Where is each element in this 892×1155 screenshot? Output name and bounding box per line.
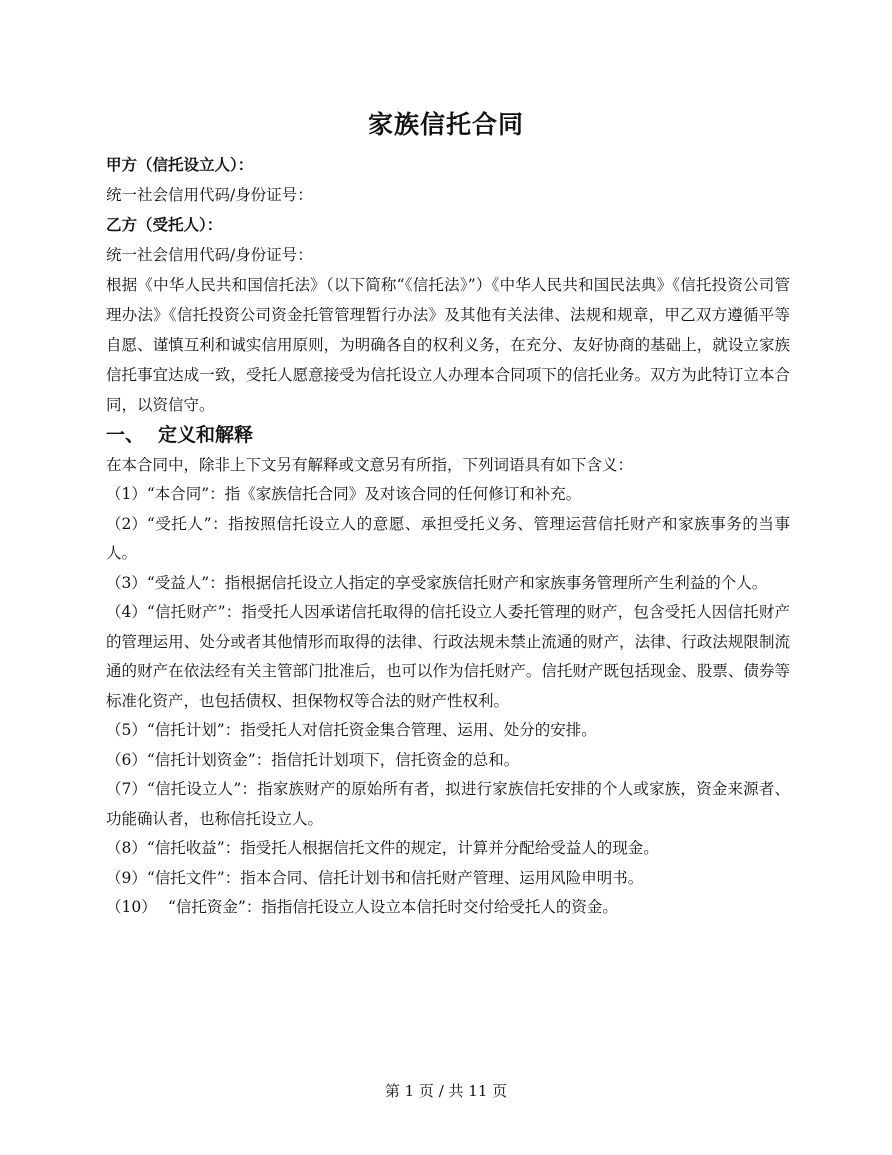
definition-number: （8） <box>106 839 147 857</box>
document-title: 家族信托合同 <box>367 110 524 139</box>
definition-text: “信托计划资金”：指信托计划项下，信托资金的总和。 <box>146 750 520 769</box>
definition-text: “信托设立人”：指家族财产的原始所有者，拟进行家族信托安排的个人或家族，资金来源者、功能确认者，也称信托设立人。 <box>106 780 790 828</box>
party-a-label: 甲方（信托设立人）： <box>106 155 254 174</box>
definition-text: “信托计划”：指受托人对信托资金集合管理、运用、处分的安排。 <box>146 721 597 739</box>
definition-item <box>106 864 790 894</box>
definition-item <box>106 569 790 599</box>
definition-item <box>106 510 790 569</box>
definition-item <box>106 775 790 834</box>
definition-item <box>106 893 790 923</box>
definition-text: “信托财产”：指受托人因承诺信托取得的信托设立人委托管理的财产，包含受托人因信托财产的管理运用、处分或者其他情形而取得的法律、行政法规未禁止流通的财产，法律、行政法规限制流通的财产在依法经有关主管部门批准后，也可以作为信托财产。信托财产既包括现金、股票、债券等标准化资产，也包括债权、担保物权等合法的财产性权利。 <box>106 603 790 710</box>
party-a-id-line: 统一社会信用代码/身份证号： <box>106 186 313 204</box>
definition-number: （3） <box>106 573 147 592</box>
party-b-label: 乙方（受托人）： <box>106 215 223 234</box>
section-intro: 在本合同中，除非上下文另有解释或文意另有所指，下列词语具有如下含义： <box>106 456 634 474</box>
page-footer: 第 1 页 / 共 11 页 <box>384 1082 508 1100</box>
definition-number: （1） <box>106 485 147 503</box>
definition-number: （7） <box>106 780 147 798</box>
definition-text: “信托文件”：指本合同、信托计划书和信托财产管理、运用风险申明书。 <box>146 868 644 887</box>
definition-item <box>106 834 790 864</box>
definition-number: （5） <box>106 721 147 739</box>
definition-text: “本合同”：指《家族信托合同》及对该合同的任何修订和补充。 <box>146 485 582 503</box>
definition-text: “受托人”：指按照信托设立人的意愿、承担受托义务、管理运营信托财产和家族事务的当事人。 <box>106 514 790 562</box>
section-title: 定义和解释 <box>158 424 254 446</box>
definition-number: （2） <box>106 514 147 533</box>
party-b-id-line: 统一社会信用代码/身份证号： <box>106 246 313 264</box>
preamble-paragraph: 根据《中华人民共和国信托法》（以下简称“《信托法》”）《中华人民共和国民法典》《信托投资公司管理办法》《信托投资公司资金托管管理暂行办法》及其他有关法律、法规和规章，甲乙双方遵循平等自愿、谨慎互利和诚实信用原则，为明确各自的权利义务，在充分、友好协商的基础上，就设立家族信托事宜达成一致，受托人愿意接受为信托设立人办理本合同项下的信托业务。双方为此特订立本合同，以资信守。 <box>106 276 790 414</box>
definition-text: “受益人”：指根据信托设立人指定的享受家族信托财产和家族事务管理所产生利益的个人。 <box>146 573 768 592</box>
definition-item <box>106 598 790 716</box>
definition-item <box>106 746 790 776</box>
definition-item <box>106 480 790 510</box>
definition-item <box>106 716 790 746</box>
definition-number: （9） <box>106 868 147 887</box>
definition-number: （4） <box>106 603 147 621</box>
section-number: 一、 <box>106 424 145 446</box>
definition-number: （10） <box>106 898 157 916</box>
section-heading <box>106 420 790 450</box>
definition-text: “信托收益”：指受托人根据信托文件的规定，计算并分配给受益人的现金。 <box>146 839 659 857</box>
document-body <box>106 150 790 923</box>
definition-number: （6） <box>106 750 147 769</box>
definition-text: “信托资金”：指指信托设立人设立本信托时交付给受托人的资金。 <box>168 898 618 916</box>
